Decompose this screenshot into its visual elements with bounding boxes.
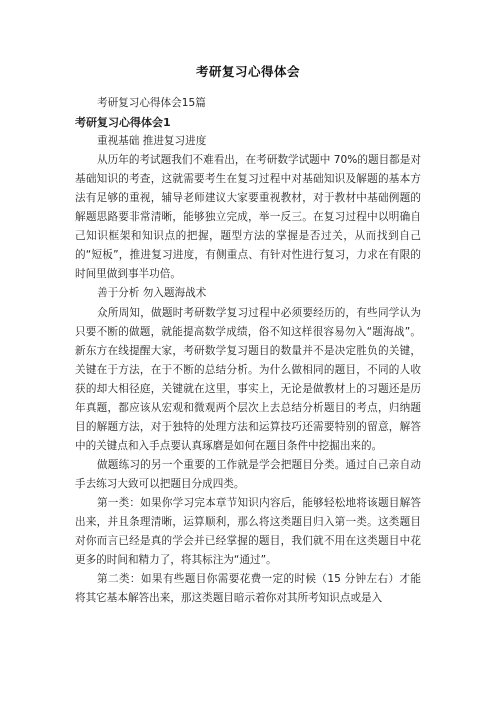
paragraph: 第二类：如果有些题目你需要花费一定的时候（15 分钟左右）才能将其它基本解答出来，那这类题目暗示着你对其所考知识点或是入 — [75, 573, 421, 605]
document-title: 考研复习心得体会 — [195, 64, 300, 79]
paragraph: 从历年的考试题我们不难看出，在考研数学试题中 70%的题目都是对基础知识的考查，这就需要考生在复习过程中对基础知识及解题的基本方法有足够的重视，辅导老师建议大家要重视教材，对于教材中基础例题的解题思路要非常清晰，能够独立完成，举一反三。在复习过程中以明确自己知识框架和知识点的把握，题型方法的掌握是否过关，从而找到自己的“短板”，推进复习进度，有侧重点、有针对性进行复习，力求在有限的时间里做到事半功倍。 — [75, 154, 421, 281]
paragraph: 第一类：如果你学习完本章节知识内容后，能够轻松地将该题目解答出来，并且条理清晰，运算顺利，那么将这类题目归入第一类。这类题目对你而言已经是真的学会并已经掌握的题目，我们就不用在这类题目中花更多的时间和精力了，将其标注为“通过”。 — [75, 496, 421, 567]
paragraph: 做题练习的另一个重要的工作就是学会把题目分类。通过自己亲自动手去练习大致可以把题目分成四类。 — [75, 458, 421, 490]
paragraph: 众所周知，做题时考研数学复习过程中必须要经历的，有些同学认为只要不断的做题，就能提高数学成绩，俗不知这样很容易勿入“题海战”。新东方在线提醒大家，考研数学复习题目的数量并不是决定胜负的关键，关键在于方法，在于不断的总结分析。为什么做相同的题目，不同的人收获的却大相径庭，关键就在这里，事实上，无论是做教材上的习题还是历年真题，都应该从宏观和微观两个层次上去总结分析题目的考点，归纳题目的解题方法，对于独特的处理方法和运算技巧还需要特别的留意，解答中的关键点和入手点要认真琢磨是如何在题目条件中挖掘出来的。 — [75, 306, 421, 452]
paragraph: 善于分析 勿入题海战术 — [97, 287, 207, 300]
section-heading: 考研复习心得体会1 — [75, 116, 171, 130]
paragraph: 考研复习心得体会15篇 — [97, 97, 206, 109]
document-body — [75, 94, 421, 608]
paragraph: 重视基础 推进复习进度 — [97, 135, 207, 148]
